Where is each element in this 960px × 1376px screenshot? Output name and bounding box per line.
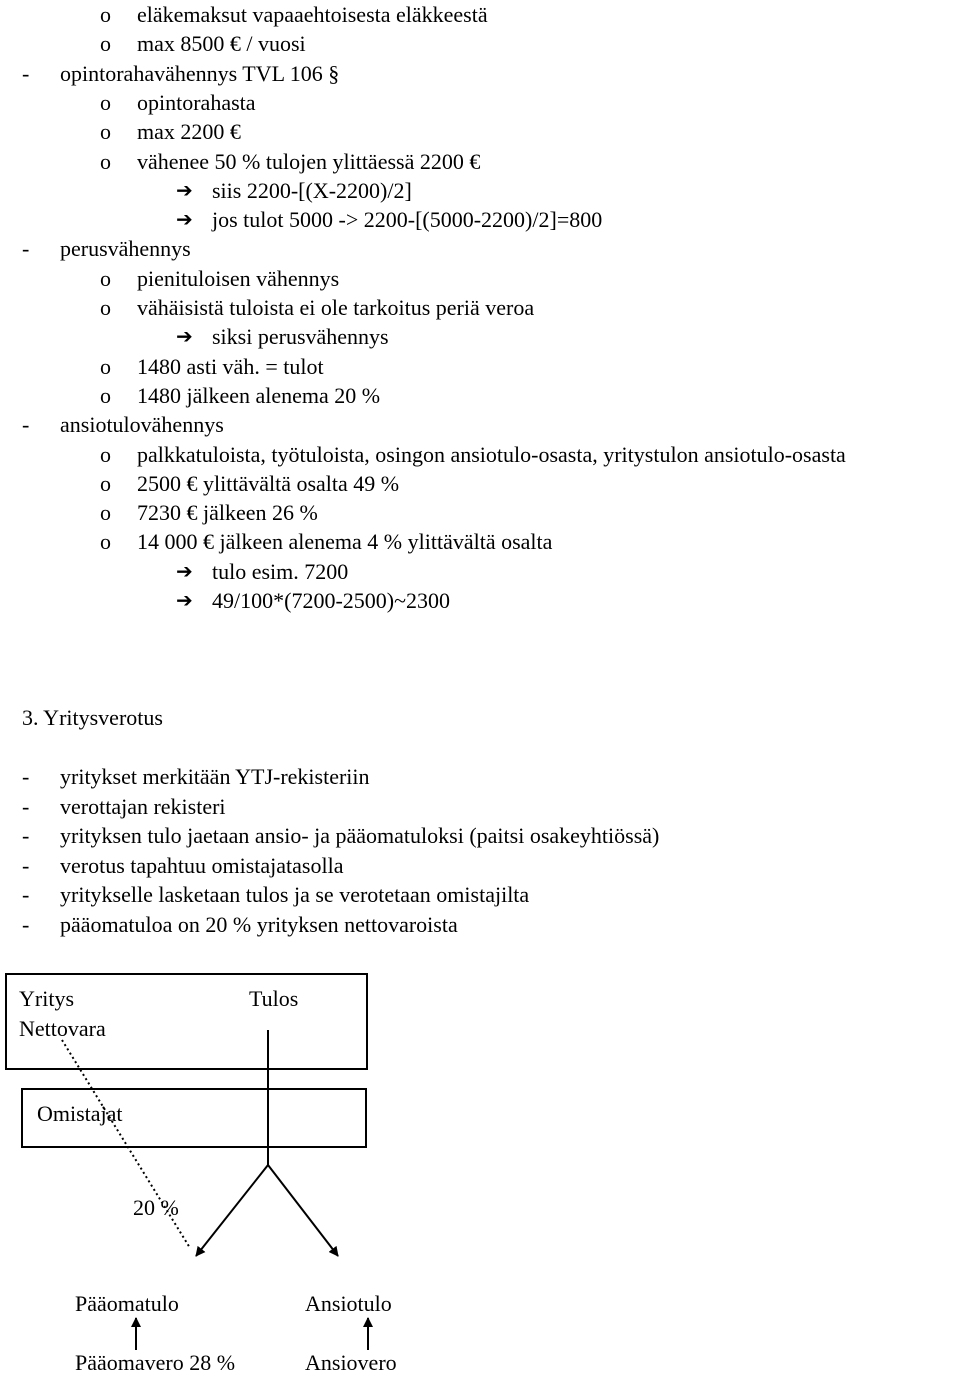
arrow-icon: ➔ [176,561,193,583]
outline-item: vähäisistä tuloista ei ole tarkoitus periä veroa [137,295,535,320]
bullet-o-icon: o [100,266,111,291]
label-ansiovero: Ansiovero [305,1350,397,1375]
label-yritys: Yritys [19,986,74,1011]
label-omistajat: Omistajat [37,1101,123,1126]
outline-item: 14 000 € jälkeen alenema 4 % ylittävältä osalta [137,529,553,554]
label-paaomavero: Pääomavero 28 % [75,1350,236,1375]
section-item: pääomatuloa on 20 % yrityksen nettovaroista [60,912,458,937]
outline-item: 2500 € ylittävältä osalta 49 % [137,471,400,496]
bullet-o-icon: o [100,90,111,115]
outline-item: opintorahasta [137,90,256,115]
bullet-o-icon: o [100,442,111,467]
arrow-icon: ➔ [176,590,193,612]
bullet-o-icon: o [100,295,111,320]
bullet-o-icon: o [100,31,111,56]
section-item: verottajan rekisteri [60,794,226,819]
dash-bullet-icon: - [22,412,30,437]
outline-item: opintorahavähennys TVL 106 § [60,61,340,86]
outline-item: siksi perusvähennys [212,324,389,349]
dash-bullet-icon: - [22,764,30,789]
label-percent: 20 % [133,1195,179,1220]
section-heading: 3. Yritysverotus [22,705,163,730]
outline-item: max 2200 € [137,119,241,144]
label-ansiotulo: Ansiotulo [305,1291,392,1316]
bullet-o-icon: o [100,354,111,379]
outline-item: eläkemaksut vapaaehtoisesta eläkkeestä [137,2,488,27]
dash-bullet-icon: - [22,794,30,819]
outline-item: 49/100*(7200-2500)~2300 [212,588,450,613]
outline-item: perusvähennys [60,236,191,261]
outline-item: max 8500 € / vuosi [137,31,306,56]
section-item: verotus tapahtuu omistajatasolla [60,853,344,878]
arrow-icon: ➔ [176,180,193,202]
arrow-to-ansiotulo [268,1165,338,1256]
dotted-link [62,1040,190,1248]
bullet-o-icon: o [100,149,111,174]
arrow-icon: ➔ [176,326,193,348]
dash-bullet-icon: - [22,912,30,937]
section-item: yritykset merkitään YTJ-rekisteriin [60,764,370,789]
dash-bullet-icon: - [22,236,30,261]
outline-item: tulo esim. 7200 [212,559,349,584]
dash-bullet-icon: - [22,882,30,907]
outline-item: vähenee 50 % tulojen ylittäessä 2200 € [137,149,481,174]
bullet-o-icon: o [100,500,111,525]
outline-item: ansiotulovähennys [60,412,224,437]
label-paaomatulo: Pääomatulo [75,1291,179,1316]
label-nettovara: Nettovara [19,1016,106,1041]
outline-item: jos tulot 5000 -> 2200-[(5000-2200)/2]=800 [212,207,603,232]
bullet-o-icon: o [100,2,111,27]
dash-bullet-icon: - [22,61,30,86]
section-item: yritykselle lasketaan tulos ja se verotetaan omistajilta [60,882,530,907]
bullet-o-icon: o [100,471,111,496]
outline-item: 1480 jälkeen alenema 20 % [137,383,381,408]
outline-item: siis 2200-[(X-2200)/2] [212,178,412,203]
section-item: yrityksen tulo jaetaan ansio- ja pääomatuloksi (paitsi osakeyhtiössä) [60,823,660,848]
outline-item: pienituloisen vähennys [137,266,340,291]
label-tulos: Tulos [249,986,299,1011]
outline-item: 7230 € jälkeen 26 % [137,500,318,525]
arrow-icon: ➔ [176,209,193,231]
outline-item: 1480 asti väh. = tulot [137,354,324,379]
bullet-o-icon: o [100,383,111,408]
arrow-to-paaomatulo [196,1165,268,1256]
dash-bullet-icon: - [22,853,30,878]
dash-bullet-icon: - [22,823,30,848]
outline-item: palkkatuloista, työtuloista, osingon ansiotulo-osasta, yritystulon ansiotulo-osasta [137,442,846,467]
bullet-o-icon: o [100,529,111,554]
bullet-o-icon: o [100,119,111,144]
